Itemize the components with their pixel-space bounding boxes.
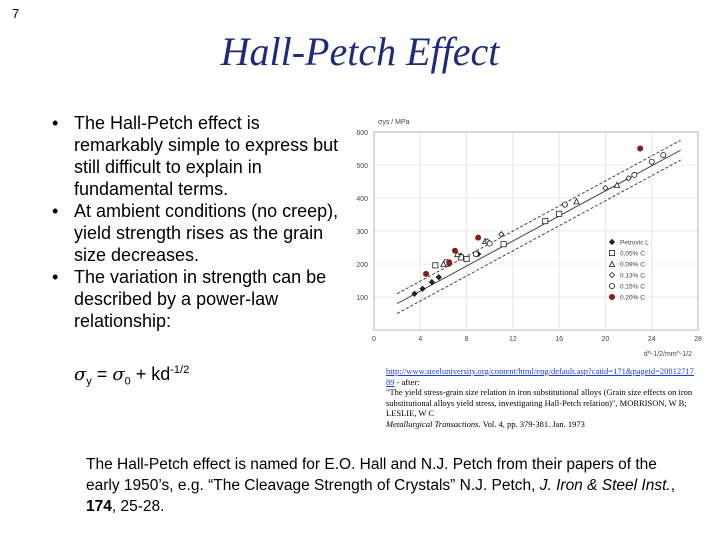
data-point [476,235,481,240]
data-point [423,271,428,276]
y-tick-label: 200 [356,262,368,269]
x-tick-label: 16 [555,336,564,343]
data-point [501,242,506,247]
citation-journal: Metallurgical Transactions [386,418,479,429]
x-tick-label: 12 [508,336,517,343]
data-point [574,199,579,204]
legend-label: 0.15% C [620,283,645,291]
hall-petch-formula [74,364,189,388]
origin-volume: 174 [86,498,112,515]
trend-line [397,140,680,293]
data-point [452,248,457,253]
x-tick-label: 0 [372,336,376,343]
data-point [543,219,548,224]
legend-label: 0.13% C [620,272,645,280]
equals-sign: = [91,364,113,384]
legend-marker [609,250,614,255]
data-point [447,260,452,265]
y-tick-label: 500 [356,163,368,170]
citation-body: "The yield stress-grain size relation in iron substitutional alloys (Grain size effects on iron substitutional alloys yield stress, investigating Hall-Petch relation)", MORRISON, W B; LESLIE, W C [386,387,693,418]
x-tick-label: 4 [418,336,423,343]
hall-petch-origin-note [86,454,686,517]
data-point [649,159,654,164]
data-point [638,146,643,151]
legend-label: Petrovic L [620,239,649,247]
x-tick-label: 28 [694,336,702,343]
data-point [614,182,619,187]
data-point [436,275,441,280]
sigma-symbol: σ [112,364,125,385]
y-tick-label: 100 [356,295,368,302]
slide-title: Hall-Petch Effect [220,29,500,74]
chart-legend [609,239,649,301]
bullet-item: • At ambient conditions (no creep), yield strength rises as the grain size decreases. [52,200,342,266]
data-point [473,252,478,257]
slide-number: 7 [12,6,20,21]
origin-pages: , 25-28. [111,498,165,515]
legend-marker [609,272,614,277]
bullet-list [52,112,342,332]
data-point [487,241,492,246]
legend-marker [609,239,614,244]
y-axis-label: σys / MPa [378,119,410,126]
subscript-y: y [86,375,92,388]
y-tick-label: 600 [356,130,368,137]
data-point [562,202,567,207]
legend-label: 0.05% C [620,250,645,258]
data-point [626,176,631,181]
legend-marker [609,294,614,299]
data-point [433,263,438,268]
x-tick-label: 20 [601,336,610,343]
trend-line [397,150,680,303]
kd-term: + kd [130,364,171,384]
origin-text: The Hall-Petch effect is named for E.O. Hall and N.J. Petch from their papers of the early 1950’s, e.g. “The Cleavage Strength of Crystals” N.J. Petch, [86,456,657,494]
legend-label: 0.09% C [620,261,645,269]
data-point [661,153,666,158]
origin-journal: J. Iron & Steel Inst. [539,477,671,494]
subscript-0: 0 [124,375,131,388]
legend-label: 0.20% C [620,294,645,302]
chart-axis-labels [356,119,702,358]
data-point [557,211,562,216]
bullet-item: • The variation in strength can be described by a power-law relationship: [52,266,342,332]
data-point [632,172,637,177]
legend-marker [609,283,614,288]
hall-petch-chart [340,110,710,360]
citation-details: . Vol. 4, pp. 379-381. Jan. 1973 [478,418,585,429]
source-citation [386,366,698,429]
y-tick-label: 400 [356,196,368,203]
x-tick-label: 24 [647,336,656,343]
sigma-symbol: σ [74,364,87,385]
y-tick-label: 300 [356,229,368,236]
bullet-item: • The Hall-Petch effect is remarkably simple to express but still difficult to explain in fundamental terms. [52,112,342,200]
origin-separator: , [670,477,675,494]
data-point [464,256,469,261]
exponent: -1/2 [170,364,190,376]
citation-after: - after: [394,376,420,387]
x-axis-label: d^-1/2/mm^-1/2 [643,351,692,358]
source-link[interactable]: http://www.steeluniversity.org/content/html/eng/default.asp?catid=171&pageid=2081271789 [386,366,694,387]
x-tick-label: 8 [464,336,469,343]
